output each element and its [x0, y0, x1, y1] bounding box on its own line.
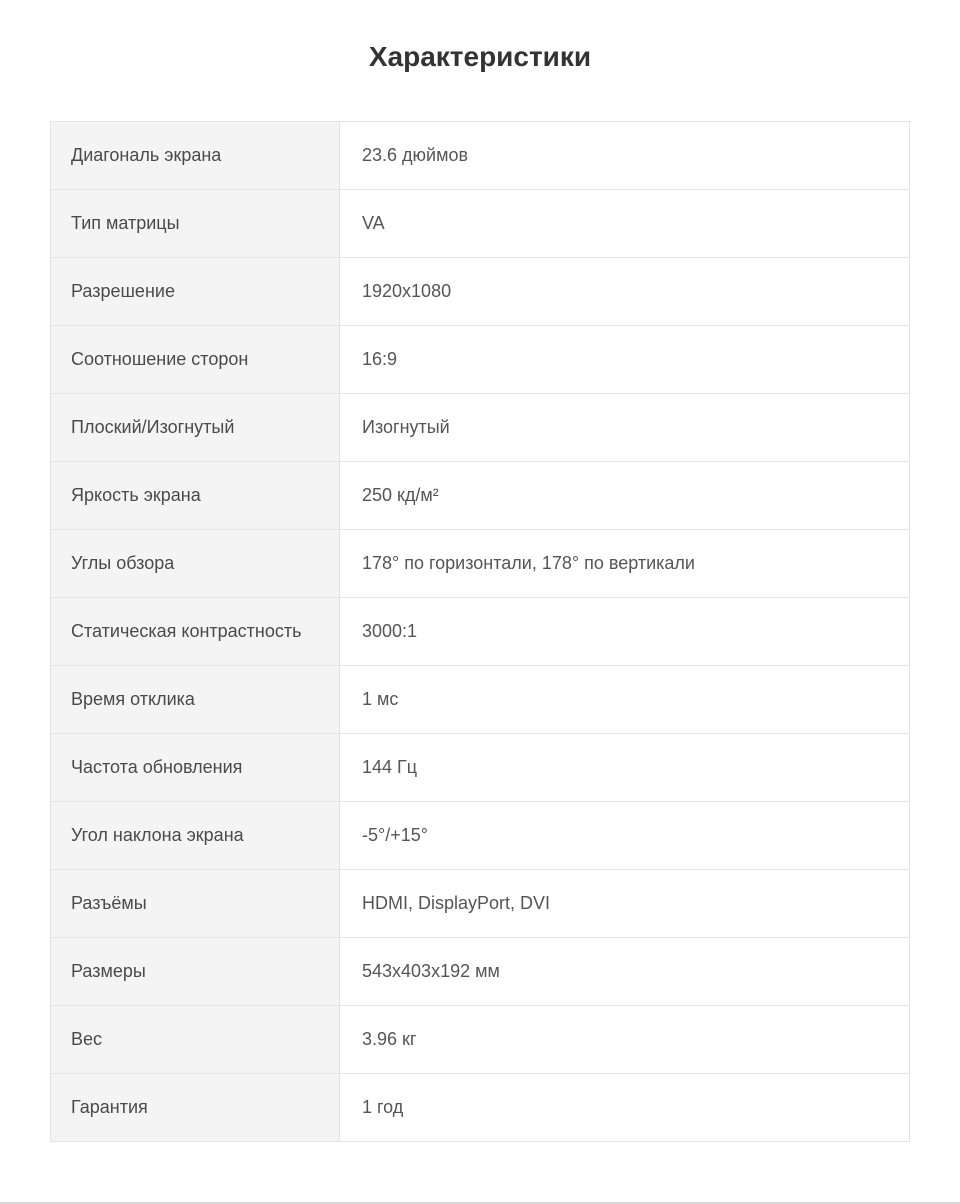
spec-value: 1920x1080	[340, 258, 910, 326]
table-row	[51, 870, 910, 938]
spec-label: Угол наклона экрана	[51, 802, 340, 870]
spec-label: Соотношение сторон	[51, 326, 340, 394]
spec-value: 16:9	[340, 326, 910, 394]
spec-label: Тип матрицы	[51, 190, 340, 258]
spec-value: VA	[340, 190, 910, 258]
table-row	[51, 258, 910, 326]
spec-value: -5°/+15°	[340, 802, 910, 870]
spec-label: Углы обзора	[51, 530, 340, 598]
table-row	[51, 122, 910, 190]
spec-value: 178° по горизонтали, 178° по вертикали	[340, 530, 910, 598]
table-row	[51, 462, 910, 530]
spec-label: Статическая контрастность	[51, 598, 340, 666]
spec-value: 250 кд/м²	[340, 462, 910, 530]
spec-label: Плоский/Изогнутый	[51, 394, 340, 462]
table-row	[51, 802, 910, 870]
table-row	[51, 190, 910, 258]
spec-label: Время отклика	[51, 666, 340, 734]
spec-label: Вес	[51, 1006, 340, 1074]
spec-label: Размеры	[51, 938, 340, 1006]
table-row	[51, 530, 910, 598]
table-row	[51, 326, 910, 394]
page-title: Характеристики	[368, 41, 592, 72]
spec-value: Изогнутый	[340, 394, 910, 462]
table-row	[51, 1006, 910, 1074]
spec-value: 3000:1	[340, 598, 910, 666]
spec-value: 1 мс	[340, 666, 910, 734]
spec-value: HDMI, DisplayPort, DVI	[340, 870, 910, 938]
table-row	[51, 1074, 910, 1142]
spec-label: Разрешение	[51, 258, 340, 326]
spec-table	[50, 121, 910, 1142]
spec-label: Гарантия	[51, 1074, 340, 1142]
table-row	[51, 666, 910, 734]
table-row	[51, 734, 910, 802]
table-row	[51, 938, 910, 1006]
table-row	[51, 598, 910, 666]
spec-value: 543x403x192 мм	[340, 938, 910, 1006]
spec-table-body	[51, 122, 910, 1142]
spec-label: Диагональ экрана	[51, 122, 340, 190]
spec-label: Разъёмы	[51, 870, 340, 938]
spec-value: 144 Гц	[340, 734, 910, 802]
spec-label: Частота обновления	[51, 734, 340, 802]
spec-value: 1 год	[340, 1074, 910, 1142]
spec-value: 23.6 дюймов	[340, 122, 910, 190]
spec-label: Яркость экрана	[51, 462, 340, 530]
table-row	[51, 394, 910, 462]
spec-value: 3.96 кг	[340, 1006, 910, 1074]
